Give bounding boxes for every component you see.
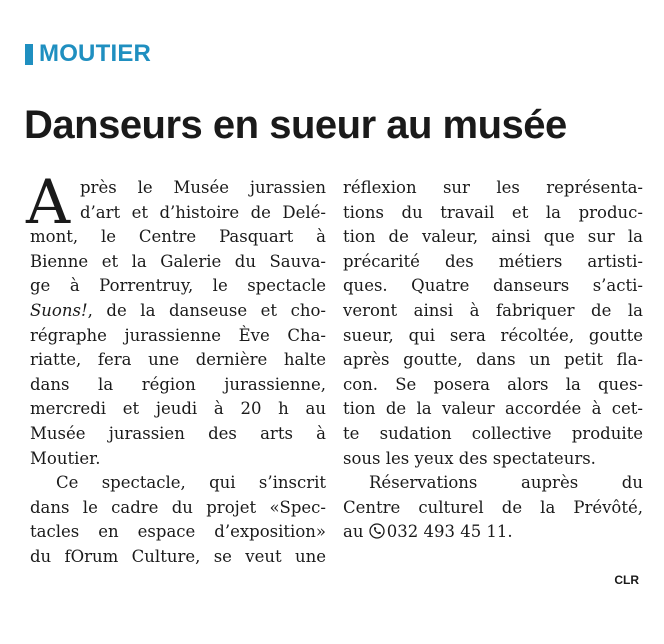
- article-column-1: [26, 167, 326, 570]
- text-line: [30, 299, 326, 324]
- text-line: veront ainsi à fabriquer de la: [343, 300, 643, 320]
- kicker-label: MOUTIER: [39, 40, 152, 67]
- text-line-start: au: [343, 522, 369, 542]
- text-line: te sudation collective produite: [343, 423, 643, 443]
- phone-number[interactable]: 032 493 45 11.: [386, 522, 513, 542]
- section-kicker: [25, 40, 151, 68]
- text-line: près le Musée jurassien: [80, 178, 326, 197]
- text-line: Ce spectacle, qui s’inscrit: [56, 473, 326, 493]
- text-line: ge à Porrentruy, le spectacle: [30, 276, 326, 296]
- text-line: Réservations auprès du: [369, 473, 643, 493]
- kicker-marker: [25, 44, 33, 65]
- text-line: régraphe jurassienne Ève Cha-: [30, 325, 326, 345]
- article-headline: Danseurs en sueur au musée: [24, 103, 567, 147]
- text-line: sous les yeux des spectateurs.: [343, 448, 596, 468]
- text-line: Bienne et la Galerie du Sauva-: [30, 251, 326, 271]
- text-line: tion de valeur, ainsi que sur la: [343, 227, 643, 247]
- drop-cap: A: [26, 167, 71, 238]
- text-line: dans la région jurassienne,: [30, 374, 326, 394]
- text-line: d’art et d’histoire de Delé-: [80, 202, 326, 222]
- text-line: sueur, qui sera récoltée, goutte: [343, 325, 643, 345]
- text-line: mont, le Centre Pasquart à: [30, 227, 326, 247]
- phone-circle-icon: [369, 522, 385, 538]
- text-line: mercredi et jeudi à 20 h au: [30, 399, 326, 419]
- text-line: Centre culturel de la Prévôté,: [343, 497, 643, 517]
- text-line: riatte, fera une dernière halte: [30, 350, 326, 370]
- text-line: du fOrum Culture, se veut une: [30, 546, 326, 566]
- text-line: tion de la valeur accordée à cet-: [343, 399, 643, 419]
- text-line: ques. Quatre danseurs s’acti-: [343, 276, 643, 296]
- text-line: précarité des métiers artisti-: [343, 251, 643, 271]
- text-line-rest: , de la danseuse et cho-: [87, 300, 326, 320]
- author-credit: CLR: [614, 573, 639, 587]
- text-line: tacles en espace d’exposition»: [30, 522, 326, 542]
- text-line: [343, 520, 643, 545]
- text-line: réflexion sur les représenta-: [343, 178, 643, 197]
- text-line: dans le cadre du projet «Spec-: [30, 497, 326, 517]
- text-line: Musée jurassien des arts à: [30, 423, 326, 443]
- text-line: Moutier.: [30, 448, 101, 468]
- text-line: con. Se posera alors la ques-: [343, 374, 643, 394]
- text-line: après goutte, dans un petit fla-: [343, 350, 643, 370]
- article-column-2: [343, 176, 643, 545]
- text-line: tions du travail et la produc-: [343, 202, 643, 222]
- show-title: Suons!: [30, 300, 88, 320]
